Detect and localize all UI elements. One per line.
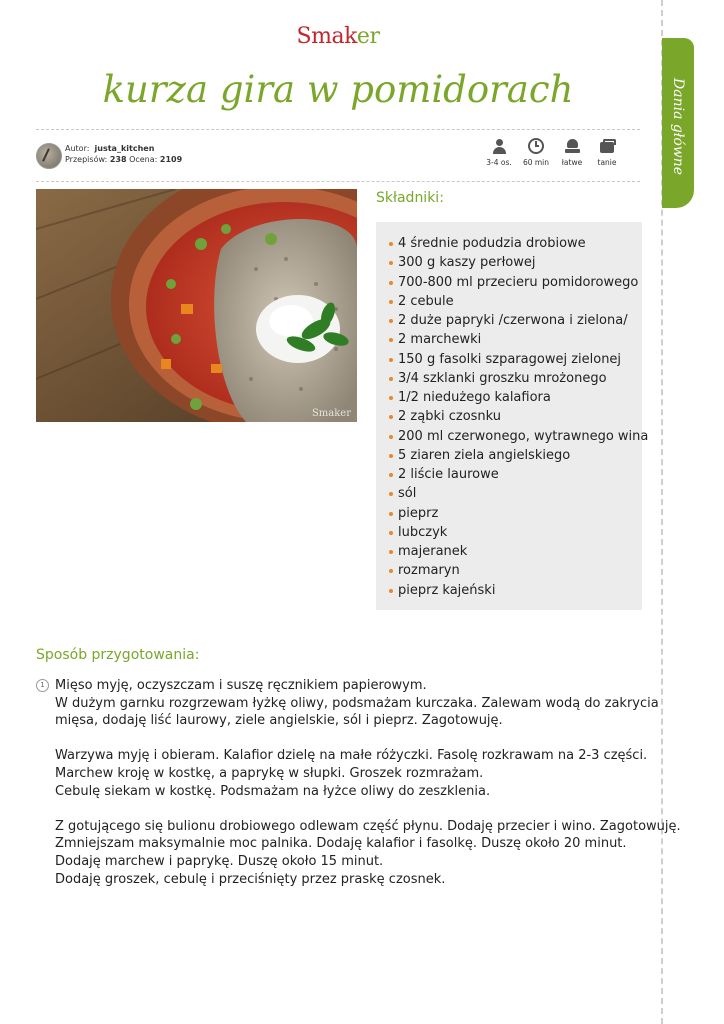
ingredient-item: 150 g fasolki szparagowej zielonej: [388, 350, 642, 369]
meta-cost-label: tanie: [597, 158, 617, 167]
ingredient-item: pieprz: [388, 504, 642, 523]
brand-logo-part1: Smak: [296, 24, 357, 49]
recipe-title: kurza gira w pomidorach: [102, 68, 574, 111]
person-icon: [491, 138, 507, 154]
recipes-count: 238: [109, 155, 127, 164]
clock-icon: [528, 138, 544, 154]
preparation-heading: Sposób przygotowania:: [36, 647, 200, 663]
ingredient-item: majeranek: [388, 542, 642, 561]
ingredients-box: [376, 222, 649, 610]
ingredient-item: 2 liście laurowe: [388, 465, 642, 484]
category-label: Dania główne: [670, 78, 686, 176]
step-line: Mięso myję, oczyszczam i suszę ręcznikiem papierowym.: [55, 678, 427, 693]
brand-logo[interactable]: [0, 24, 676, 49]
step-number-badge: 1: [36, 679, 49, 692]
ingredients-list: [376, 222, 649, 600]
ingredient-item: 5 ziaren ziela angielskiego: [388, 446, 642, 465]
ingredient-item: 2 cebule: [388, 292, 642, 311]
preparation-steps: [55, 677, 681, 906]
brand-logo-part2: er: [356, 24, 380, 49]
ingredient-item: 2 ząbki czosnku: [388, 407, 642, 426]
ingredient-item: 2 duże papryki /czerwona i zielona/: [388, 311, 642, 330]
ingredient-item: 200 ml czerwonego, wytrawnego wina: [388, 427, 642, 446]
divider-top: [36, 129, 640, 130]
chef-hat-icon: [564, 138, 580, 154]
meta-difficulty-label: łatwe: [561, 158, 583, 167]
divider-bottom: [36, 181, 640, 182]
dish-illustration: [36, 189, 357, 422]
ingredient-item: 300 g kaszy perłowej: [388, 253, 642, 272]
ingredient-item: rozmaryn: [388, 561, 642, 580]
step-line: Zmniejszam maksymalnie moc palnika. Dodaję kalafior i fasolkę. Duszę około 20 minut.: [55, 836, 627, 852]
meta-servings: [482, 138, 516, 174]
ingredient-item: 700-800 ml przecieru pomidorowego: [388, 273, 642, 292]
recipes-label: Przepisów:: [65, 155, 108, 164]
author-name[interactable]: justa_kitchen: [94, 144, 155, 153]
step-line: Dodaję groszek, cebulę i przeciśnięty przez praskę czosnek.: [55, 871, 446, 887]
rating-value: 2109: [159, 155, 183, 164]
category-tab[interactable]: [662, 46, 694, 208]
ingredient-item: pieprz kajeński: [388, 581, 642, 600]
meta-difficulty: [557, 138, 587, 174]
step-line: Cebulę siekam w kostkę. Podsmażam na łyżce oliwy do zeszklenia.: [55, 783, 491, 799]
meta-servings-label: 3-4 os.: [486, 158, 512, 167]
photo-watermark: Smaker: [311, 408, 351, 419]
meta-cost: [592, 138, 622, 174]
ingredient-item: 3/4 szklanki groszku mrożonego: [388, 369, 642, 388]
step-paragraph: [55, 818, 681, 888]
meta-time: [518, 138, 554, 174]
ingredient-item: 1/2 niedużego kalafiora: [388, 388, 642, 407]
meta-time-label: 60 min: [522, 158, 550, 167]
author-text: [65, 143, 182, 165]
step-line: Marchew kroję w kostkę, a paprykę w słupki. Groszek rozmrażam.: [55, 765, 484, 781]
ingredient-item: 2 marchewki: [388, 330, 642, 349]
ingredient-item: lubczyk: [388, 523, 642, 542]
step-line: Dodaję marchew i paprykę. Duszę około 15 minut.: [55, 853, 384, 869]
wallet-icon: [599, 138, 615, 154]
step-line: Warzywa myję i obieram. Kalafior dzielę na małe różyczki. Fasolę rozkrawam na 2-3 części.: [55, 748, 648, 764]
ingredients-heading: Składniki:: [376, 190, 444, 206]
avatar[interactable]: [36, 143, 62, 169]
ingredient-item: 4 średnie podudzia drobiowe: [388, 234, 642, 253]
rating-label: Ocena:: [129, 155, 158, 164]
step-line: Z gotującego się bulionu drobiowego odlewam część płynu. Dodaję przecier i wino. Zagotowuję.: [55, 818, 681, 834]
step-paragraph: [55, 747, 655, 800]
ingredient-item: sól: [388, 484, 642, 503]
step-line: W dużym garnku rozgrzewam łyżkę oliwy, podsmażam kurczaka. Zalewam wodą do zakrycia: [55, 695, 659, 711]
author-label: Autor:: [65, 144, 90, 153]
step-line: mięsa, dodaję liść laurowy, ziele angielskie, sól i pieprz. Zagotowuję.: [55, 713, 503, 729]
step-paragraph: [55, 677, 659, 730]
recipe-photo: [36, 189, 357, 422]
